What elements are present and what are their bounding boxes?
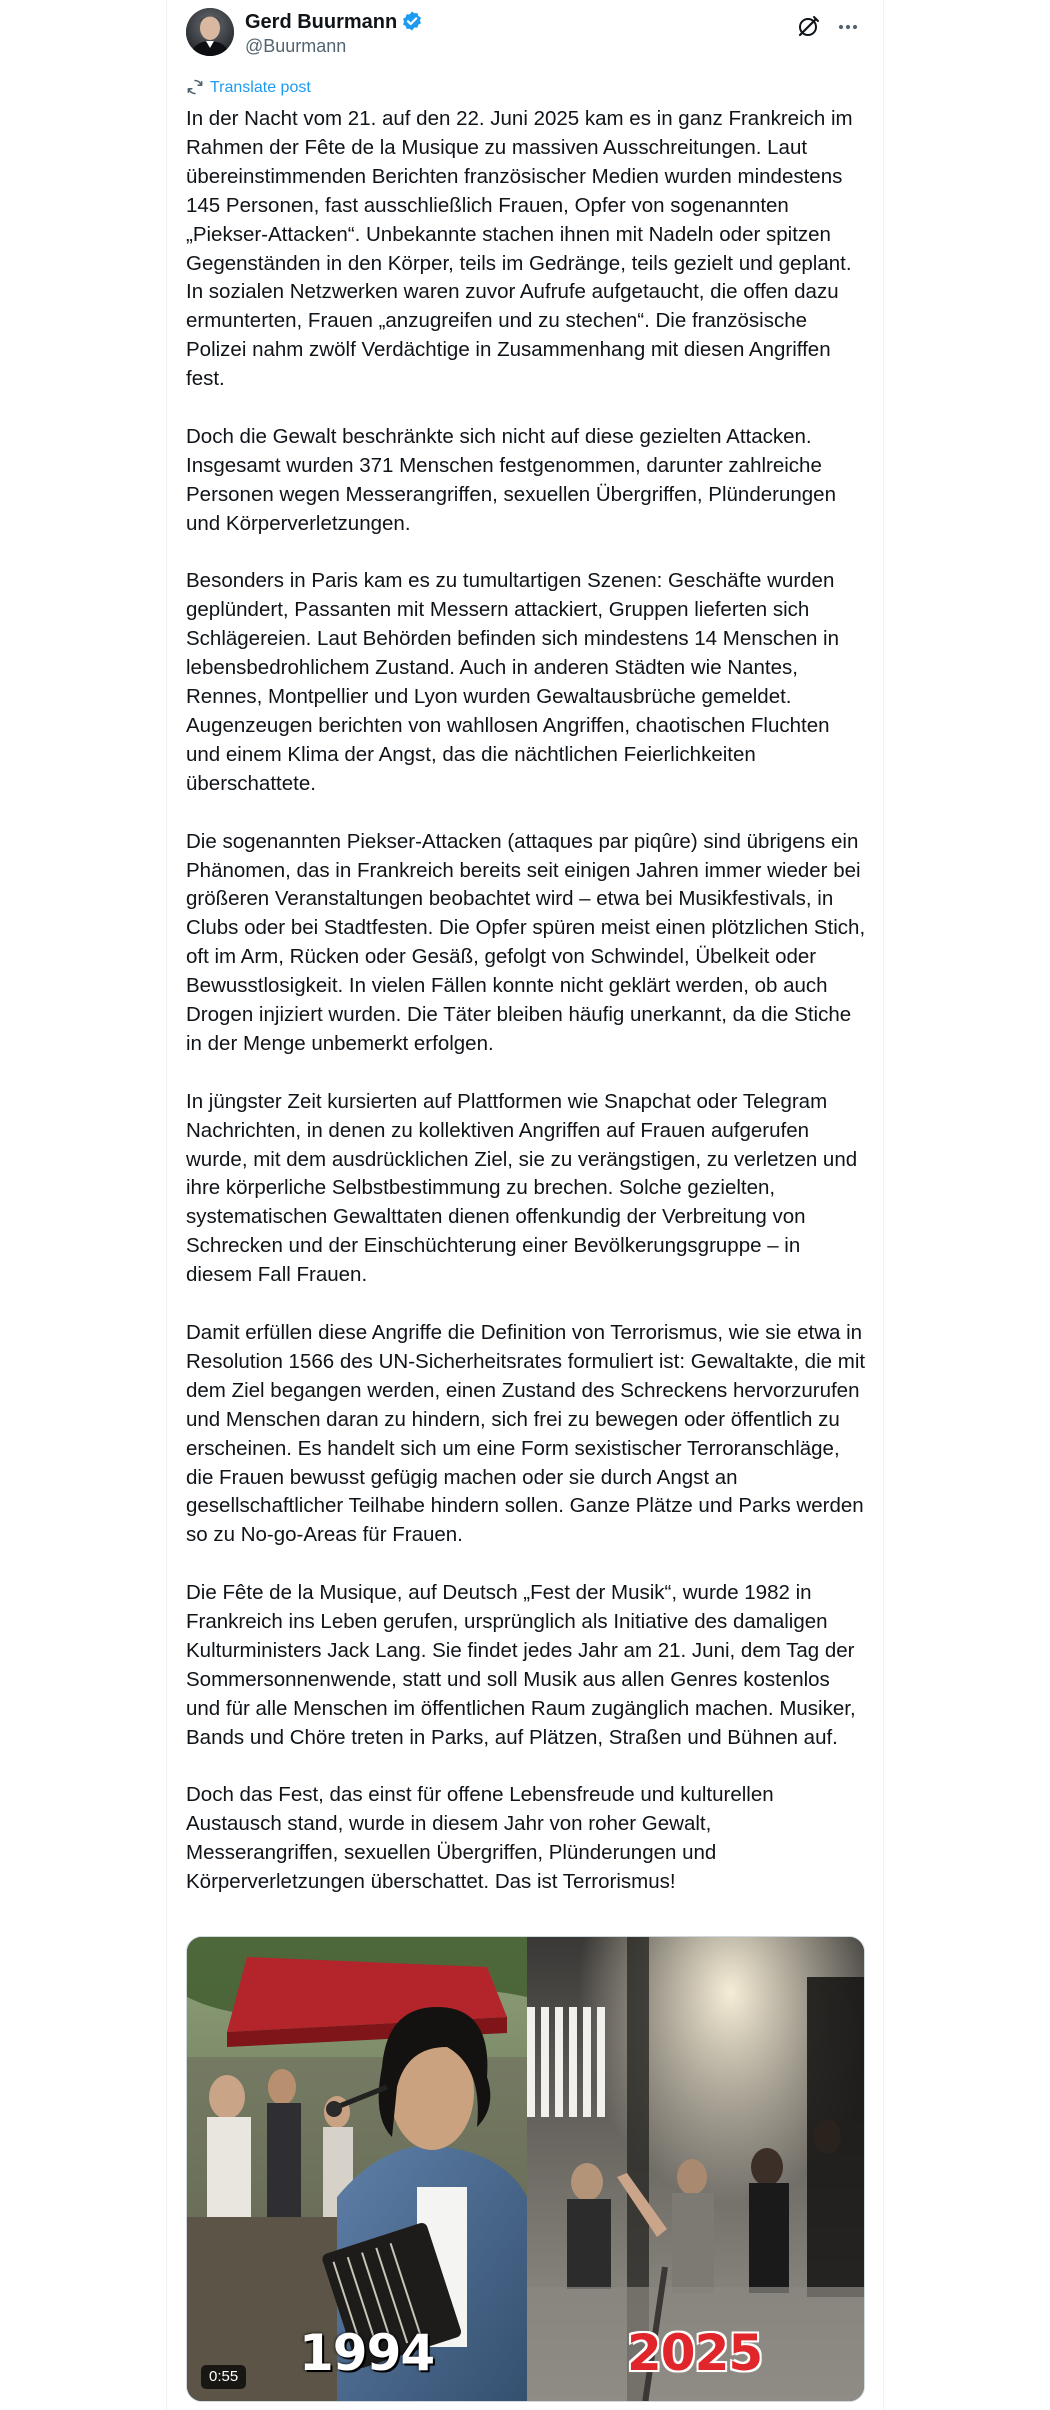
avatar[interactable]	[186, 8, 234, 56]
post-paragraph: In der Nacht vom 21. auf den 22. Juni 2025 kam es in ganz Frankreich im Rahmen der Fête de la Musique zu massiven Ausschreitungen. Laut übereinstimmenden Berichten französischer Medien wurden mindestens 145 Personen, fast ausschließlich Frauen, Opfer von sogenannten „Piekser-Attacken“. Unbekannte stachen ihnen mit Nadeln oder spitzen Gegenständen in den Körper, teils im Gedränge, teils gezielt und geplant. In sozialen Netzwerken waren zuvor Aufrufe aufgetaucht, die offen dazu ermunterten, Frauen „anzugreifen und zu stechen“. Die französische Polizei nahm zwölf Verdächtige in Zusammenhang mit diesen Angriffen fest.	[186, 107, 853, 391]
author-name[interactable]: Gerd Buurmann	[245, 11, 398, 33]
video-duration-badge: 0:55	[201, 2365, 246, 2389]
video-player[interactable]	[186, 1936, 865, 2402]
post-paragraph: Die Fête de la Musique, auf Deutsch „Fest der Musik“, wurde 1982 in Frankreich ins Leben gerufen, ursprünglich als Initiative des damaligen Kulturministers Jack Lang. Sie findet jedes Jahr am 21. Juni, dem Tag der Sommersonnenwende, statt und soll Musik aus allen Genres kostenlos und für alle Menschen im öffentlichen Raum zugänglich machen. Musiker, Bands und Chöre treten in Parks, auf Plätzen, Straßen und Bühnen auf.	[186, 1581, 856, 1749]
author-handle[interactable]: @Buurmann	[245, 36, 347, 56]
post-paragraph: Damit erfüllen diese Angriffe die Definition von Terrorismus, wie sie etwa in Resolution 1566 des UN-Sicherheitsrates formuliert ist: Gewaltakte, die mit dem Ziel begangen werden, einen Zustand des Schreckens hervorzurufen und Menschen daran zu hindern, sich frei zu bewegen oder öffentlich zu erscheinen. Es handelt sich um eine Form sexistischer Terroranschläge, die Frauen bewusst gefügig machen oder sie durch Angst an gesellschaftlicher Teilhabe hindern sollen. Ganze Plätze und Parks werden so zu No-go-Areas für Frauen.	[186, 1320, 866, 1547]
post-paragraph: In jüngster Zeit kursierten auf Plattformen wie Snapchat oder Telegram Nachrichten, in denen zu kollektiven Angriffen auf Frauen aufgerufen wurde, mit dem ausdrücklichen Ziel, sie zu verängstigen, zu verletzen und ihre körperliche Selbstbestimmung zu brechen. Solche gezielten, systematischen Gewalttaten dienen offenkundig der Verbreitung von Schrecken und der Einschüchterung einer Bevölkerungsgruppe – in diesem Fall Frauen.	[186, 1089, 858, 1287]
translate-post-link[interactable]	[186, 77, 311, 99]
post-paragraph: Doch das Fest, das einst für offene Lebensfreude und kulturellen Austausch stand, wurde in diesem Jahr von roher Gewalt, Messerangriffen, sexuellen Übergriffen, Plünderungen und Körperverletzungen überschattet. Das ist Terrorismus!	[186, 1783, 774, 1894]
verified-badge-icon[interactable]	[401, 10, 423, 38]
author-name-row[interactable]	[245, 10, 423, 38]
year-label-left: 1994	[299, 2324, 435, 2382]
post-paragraph: Besonders in Paris kam es zu tumultartigen Szenen: Geschäfte wurden geplündert, Passanten mit Messern attackiert, Gruppen lieferten sich Schlägereien. Laut Behörden befinden sich mindestens 14 Menschen in lebensbedrohlichem Zustand. Auch in anderen Städten wie Nantes, Rennes, Montpellier und Lyon wurden Gewaltausbrüche gemeldet. Augenzeugen berichten von wahllosen Angriffen, chaotischen Fluchten und einem Klima der Angst, das die nächtlichen Feierlichkeiten überschattete.	[186, 569, 840, 795]
grok-icon[interactable]	[795, 14, 821, 40]
translate-icon	[186, 78, 204, 96]
post-paragraph: Doch die Gewalt beschränkte sich nicht auf diese gezielten Attacken. Insgesamt wurden 371 Menschen festgenommen, darunter zahlreiche Personen wegen Messerangriffen, sexuellen Übergriffen, Plünderungen und Körperverletzungen.	[186, 424, 836, 535]
post-header	[186, 8, 865, 60]
more-icon[interactable]	[835, 14, 861, 40]
translate-post-label[interactable]: Translate post	[210, 79, 311, 96]
year-label-right: 2025	[627, 2324, 763, 2382]
post-paragraph: Die sogenannten Piekser-Attacken (attaques par piqûre) sind übrigens ein Phänomen, das in Frankreich bereits seit einigen Jahren immer wieder bei größeren Veranstaltungen beobachtet wird – etwa bei Musikfestivals, in Clubs oder bei Stadtfesten. Die Opfer spüren meist einen plötzlichen Stich, oft im Arm, Rücken oder Gesäß, gefolgt von Schwindel, Übelkeit oder Bewusstlosigkeit. In vielen Fällen konnte nicht geklärt werden, ob auch Drogen injiziert wurden. Die Täter bleiben häufig unerkannt, da die Stiche in der Menge unbemerkt erfolgen.	[186, 829, 866, 1055]
post-card	[166, 0, 884, 2410]
post-text	[186, 105, 866, 1926]
